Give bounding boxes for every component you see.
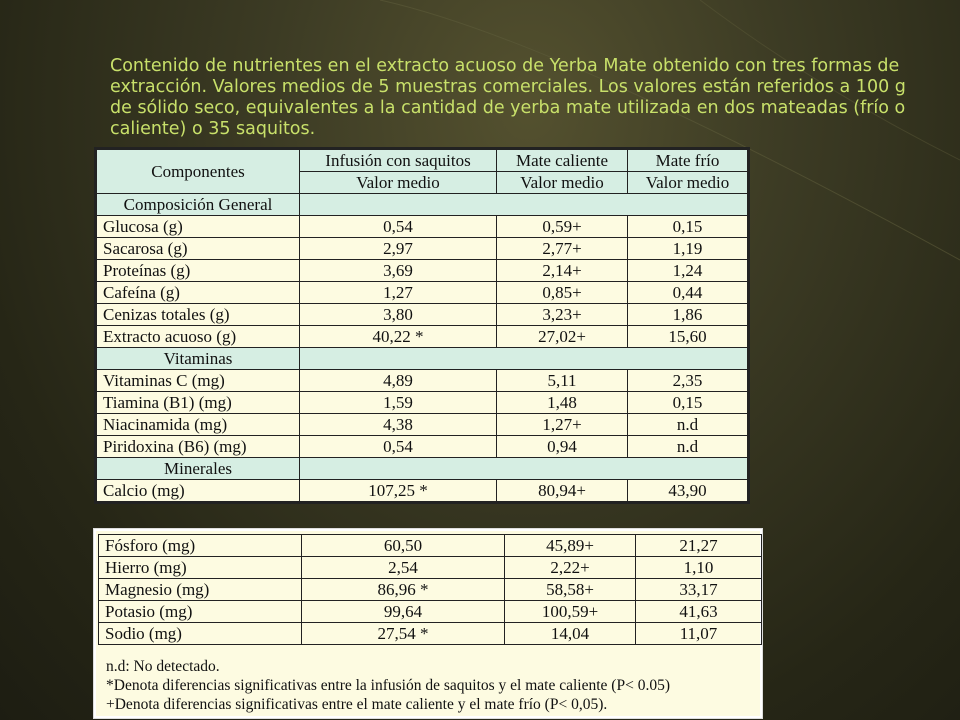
- row-value: 27,02+: [497, 326, 628, 348]
- row-value: 1,59: [300, 392, 497, 414]
- section-filler: [300, 194, 748, 216]
- header-components: Componentes: [97, 150, 300, 194]
- row-label: Cafeína (g): [97, 282, 300, 304]
- row-value: 33,17: [636, 579, 762, 601]
- row-value: 14,04: [505, 623, 636, 645]
- row-label: Piridoxina (B6) (mg): [97, 436, 300, 458]
- nutrient-table-continued-grid: [98, 534, 762, 645]
- row-value: 1,27+: [497, 414, 628, 436]
- row-value: 80,94+: [497, 480, 628, 502]
- table-row: [99, 601, 762, 623]
- row-value: 21,27: [636, 535, 762, 557]
- row-value: 0,59+: [497, 216, 628, 238]
- section-label: Vitaminas: [97, 348, 300, 370]
- row-value: 43,90: [628, 480, 748, 502]
- table-row: [97, 216, 748, 238]
- row-label: Vitaminas C (mg): [97, 370, 300, 392]
- table-row: [99, 535, 762, 557]
- row-value: 45,89+: [505, 535, 636, 557]
- row-value: 0,85+: [497, 282, 628, 304]
- row-value: 4,89: [300, 370, 497, 392]
- slide-title: Contenido de nutrientes en el extracto acuoso de Yerba Mate obtenido con tres formas de extracción. Valores medios de 5 muestras comerciales. Los valores están referidos a 100 g de sólido seco, equivalentes a la cantidad de yerba mate utilizada en dos mateadas (frío o caliente) o 35 saquitos.: [110, 56, 906, 139]
- nutrient-table: [96, 149, 748, 502]
- row-value: 2,97: [300, 238, 497, 260]
- row-label: Sodio (mg): [99, 623, 302, 645]
- row-label: Cenizas totales (g): [97, 304, 300, 326]
- row-value: 1,27: [300, 282, 497, 304]
- section-row: [97, 194, 748, 216]
- row-value: 2,35: [628, 370, 748, 392]
- row-value: 58,58+: [505, 579, 636, 601]
- table-row: [99, 623, 762, 645]
- row-label: Hierro (mg): [99, 557, 302, 579]
- row-value: 0,54: [300, 216, 497, 238]
- table-row: [97, 480, 748, 502]
- section-label: Composición General: [97, 194, 300, 216]
- row-value: 5,11: [497, 370, 628, 392]
- row-label: Calcio (mg): [97, 480, 300, 502]
- row-value: n.d: [628, 436, 748, 458]
- table-row: [99, 557, 762, 579]
- row-value: 1,86: [628, 304, 748, 326]
- table-header-row: [97, 150, 748, 172]
- row-value: 27,54 *: [302, 623, 505, 645]
- row-value: 0,15: [628, 392, 748, 414]
- table-notes: [106, 657, 756, 714]
- row-value: 86,96 *: [302, 579, 505, 601]
- row-label: Tiamina (B1) (mg): [97, 392, 300, 414]
- row-value: 3,80: [300, 304, 497, 326]
- row-label: Potasio (mg): [99, 601, 302, 623]
- row-label: Glucosa (g): [97, 216, 300, 238]
- note-asterisk: *Denota diferencias significativas entre la infusión de saquitos y el mate caliente (P< 0.05): [106, 677, 670, 694]
- row-value: n.d: [628, 414, 748, 436]
- row-value: 41,63: [636, 601, 762, 623]
- table-row: [97, 370, 748, 392]
- header-column: Mate caliente: [497, 150, 628, 172]
- row-value: 15,60: [628, 326, 748, 348]
- row-value: 0,44: [628, 282, 748, 304]
- table-row: [97, 238, 748, 260]
- header-column: Mate frío: [628, 150, 748, 172]
- section-label: Minerales: [97, 458, 300, 480]
- row-value: 0,15: [628, 216, 748, 238]
- row-label: Niacinamida (mg): [97, 414, 300, 436]
- row-value: 40,22 *: [300, 326, 497, 348]
- nutrient-table-main: [94, 147, 750, 504]
- row-label: Sacarosa (g): [97, 238, 300, 260]
- section-row: [97, 348, 748, 370]
- nutrient-table-continued: [94, 529, 762, 718]
- table-row: [97, 436, 748, 458]
- row-value: 60,50: [302, 535, 505, 557]
- row-value: 0,54: [300, 436, 497, 458]
- table-row: [97, 282, 748, 304]
- row-value: 1,48: [497, 392, 628, 414]
- row-value: 1,10: [636, 557, 762, 579]
- row-label: Magnesio (mg): [99, 579, 302, 601]
- subheader-valor-medio: Valor medio: [497, 172, 628, 194]
- row-value: 1,19: [628, 238, 748, 260]
- table-row: [97, 326, 748, 348]
- row-value: 99,64: [302, 601, 505, 623]
- section-filler: [300, 458, 748, 480]
- table-row: [97, 304, 748, 326]
- subheader-valor-medio: Valor medio: [628, 172, 748, 194]
- table-row: [97, 392, 748, 414]
- row-value: 0,94: [497, 436, 628, 458]
- row-value: 107,25 *: [300, 480, 497, 502]
- row-value: 1,24: [628, 260, 748, 282]
- section-filler: [300, 348, 748, 370]
- row-value: 2,54: [302, 557, 505, 579]
- row-value: 2,14+: [497, 260, 628, 282]
- row-label: Fósforo (mg): [99, 535, 302, 557]
- row-value: 100,59+: [505, 601, 636, 623]
- table-row: [97, 260, 748, 282]
- subheader-valor-medio: Valor medio: [300, 172, 497, 194]
- note-plus: +Denota diferencias significativas entre el mate caliente y el mate frío (P< 0,05).: [106, 696, 608, 713]
- row-label: Proteínas (g): [97, 260, 300, 282]
- row-value: 3,23+: [497, 304, 628, 326]
- header-column: Infusión con saquitos: [300, 150, 497, 172]
- row-value: 11,07: [636, 623, 762, 645]
- table-row: [99, 579, 762, 601]
- row-value: 3,69: [300, 260, 497, 282]
- row-label: Extracto acuoso (g): [97, 326, 300, 348]
- section-row: [97, 458, 748, 480]
- row-value: 2,22+: [505, 557, 636, 579]
- table-row: [97, 414, 748, 436]
- row-value: 4,38: [300, 414, 497, 436]
- note-nd: n.d: No detectado.: [106, 658, 220, 675]
- row-value: 2,77+: [497, 238, 628, 260]
